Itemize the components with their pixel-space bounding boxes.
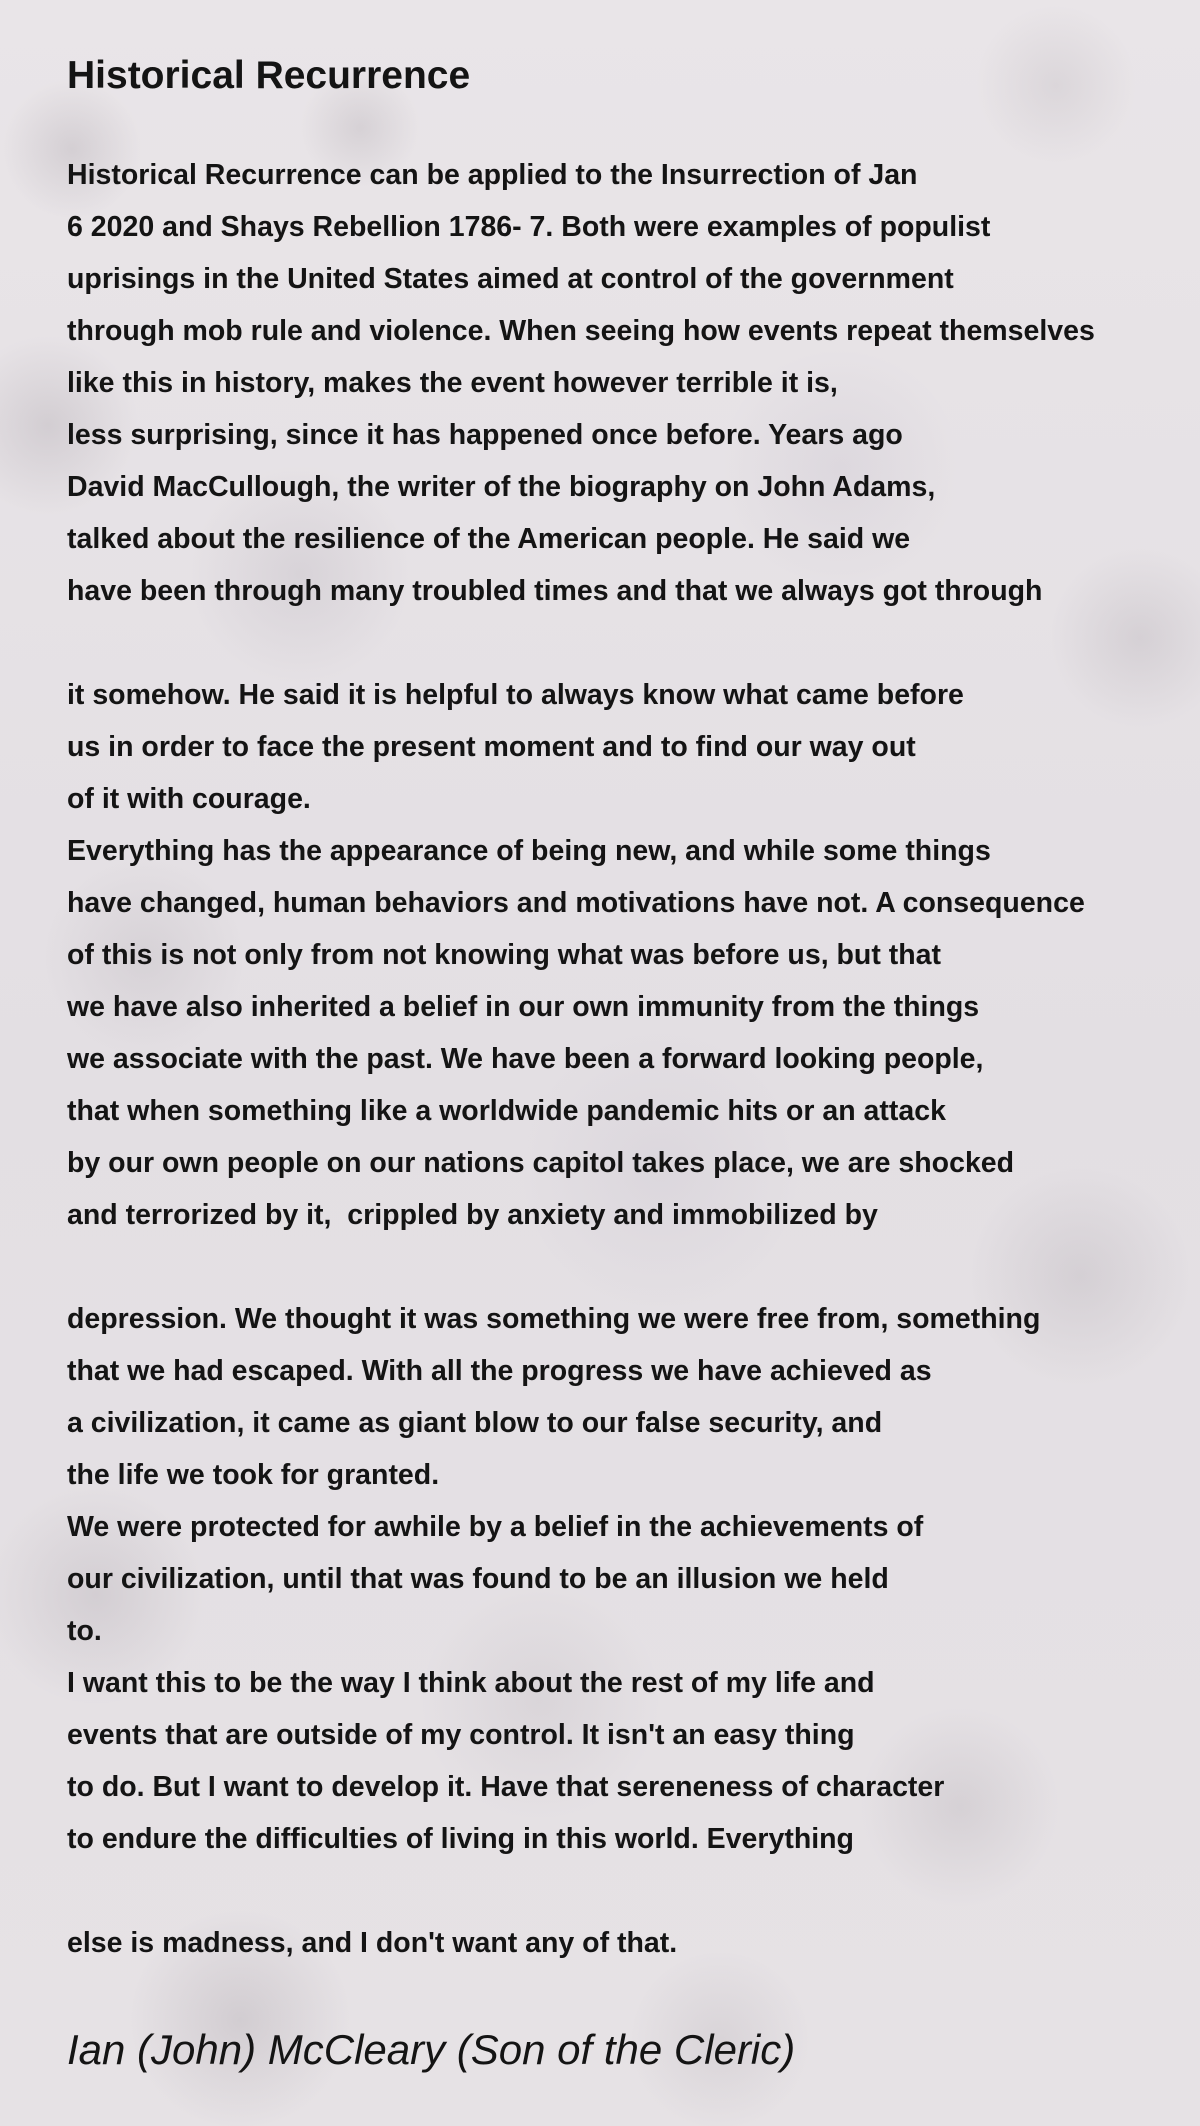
poem-line: We were protected for awhile by a belief in the achievements of	[67, 1511, 924, 1543]
poem-line: 6 2020 and Shays Rebellion 1786- 7. Both were examples of populist	[67, 211, 991, 243]
poem-line: of this is not only from not knowing what was before us, but that	[67, 939, 941, 971]
poem-line: to endure the difficulties of living in this world. Everything	[67, 1823, 854, 1855]
stanza-break	[67, 1865, 1200, 1917]
poem-line: less surprising, since it has happened once before. Years ago	[67, 419, 903, 451]
poem-line: it somehow. He said it is helpful to always know what came before	[67, 679, 964, 711]
poem-line: depression. We thought it was something we were free from, something	[67, 1303, 1041, 1335]
poem-line: I want this to be the way I think about the rest of my life and	[67, 1667, 875, 1699]
poem-line: that we had escaped. With all the progress we have achieved as	[67, 1355, 932, 1387]
poem-line: us in order to face the present moment and to find our way out	[67, 731, 916, 763]
poem-line: by our own people on our nations capitol takes place, we are shocked	[67, 1147, 1015, 1179]
poem-line: uprisings in the United States aimed at control of the government	[67, 263, 954, 295]
poem-line: and terrorized by it, crippled by anxiety and immobilized by	[67, 1199, 878, 1231]
poem-line: have changed, human behaviors and motivations have not. A consequence	[67, 887, 1085, 919]
poem-line: our civilization, until that was found to be an illusion we held	[67, 1563, 889, 1595]
poem-body	[67, 149, 1200, 1969]
poem-line: Everything has the appearance of being new, and while some things	[67, 835, 991, 867]
poem-line: the life we took for granted.	[67, 1459, 440, 1491]
poem-line: of it with courage.	[67, 783, 311, 815]
stanza-break	[67, 1241, 1200, 1293]
poem-line: David MacCullough, the writer of the biography on John Adams,	[67, 471, 936, 503]
poem-line: to.	[67, 1615, 102, 1647]
poem-line: we have also inherited a belief in our own immunity from the things	[67, 991, 980, 1023]
poem-line: through mob rule and violence. When seeing how events repeat themselves	[67, 315, 1095, 347]
poem-line: that when something like a worldwide pandemic hits or an attack	[67, 1095, 946, 1127]
poem-author: Ian (John) McCleary (Son of the Cleric)	[67, 2026, 796, 2073]
poem-line: like this in history, makes the event however terrible it is,	[67, 367, 838, 399]
poem-line: a civilization, it came as giant blow to our false security, and	[67, 1407, 883, 1439]
poem-title: Historical Recurrence	[67, 54, 471, 97]
poem-line: we associate with the past. We have been a forward looking people,	[67, 1043, 984, 1075]
poem-line: else is madness, and I don't want any of that.	[67, 1927, 678, 1959]
poem-line: talked about the resilience of the American people. He said we	[67, 523, 911, 555]
poem-line: to do. But I want to develop it. Have that sereneness of character	[67, 1771, 945, 1803]
poem-line: Historical Recurrence can be applied to the Insurrection of Jan	[67, 159, 918, 191]
poem-line: have been through many troubled times and that we always got through	[67, 575, 1043, 607]
poem-line: events that are outside of my control. It isn't an easy thing	[67, 1719, 855, 1751]
stanza-break	[67, 617, 1200, 669]
